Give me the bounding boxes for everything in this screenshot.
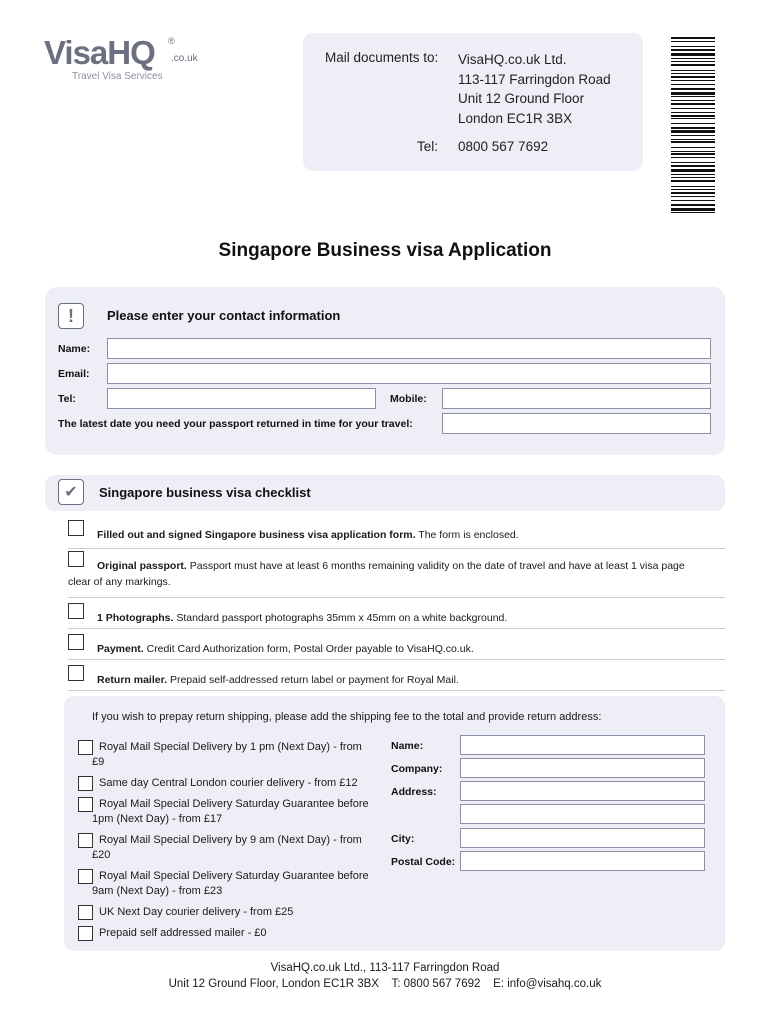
checklist-divider	[68, 659, 725, 660]
shipping-option-label-continued: £20	[92, 849, 111, 861]
shipping-option-checkbox[interactable]	[78, 869, 93, 884]
footer-line	[0, 960, 770, 976]
checklist-item-application-form	[97, 527, 519, 543]
shipping-option-checkbox[interactable]	[78, 833, 93, 848]
barcode	[671, 37, 715, 215]
shipping-option-label: Royal Mail Special Delivery Saturday Guarantee before	[99, 870, 369, 882]
checklist-item-text: Prepaid self-addressed return label or payment for Royal Mail.	[167, 674, 459, 686]
barcode-bar	[671, 61, 715, 62]
barcode-bar	[671, 189, 715, 190]
barcode-bar	[671, 200, 715, 201]
checklist-divider	[68, 597, 725, 598]
barcode-bar	[671, 92, 715, 95]
logo-tagline: Travel Visa Services	[72, 71, 163, 82]
barcode-bar	[671, 208, 715, 211]
barcode-bar	[671, 204, 715, 206]
checklist-checkbox-payment[interactable]	[68, 634, 84, 650]
barcode-bar	[671, 53, 715, 56]
shipping-option-label: Same day Central London courier delivery - from £12	[99, 777, 358, 789]
mail-address-line: London EC1R 3BX	[458, 110, 573, 126]
mail-tel: 0800 567 7692	[458, 139, 549, 154]
shipping-option-label: Royal Mail Special Delivery Saturday Guarantee before	[99, 798, 369, 810]
mail-address-line: Unit 12 Ground Floor	[458, 91, 585, 106]
latest-date-field[interactable]	[442, 413, 711, 434]
checklist-checkbox-photographs[interactable]	[68, 603, 84, 619]
barcode-bar	[671, 96, 715, 97]
return-address-field-2[interactable]	[460, 804, 705, 824]
checklist-item-passport	[97, 558, 685, 574]
tel-label: Tel:	[58, 393, 76, 405]
barcode-bar	[671, 165, 715, 167]
barcode-bar	[671, 139, 715, 140]
barcode-bar	[671, 115, 715, 117]
checklist-item-text: Passport must have at least 6 months remaining validity on the date of travel and have at least 1 visa page	[186, 560, 685, 572]
page-title: Singapore Business visa Application	[218, 240, 552, 261]
barcode-bar	[671, 100, 715, 101]
checklist-divider	[68, 690, 725, 691]
shipping-option-checkbox[interactable]	[78, 776, 93, 791]
checklist-divider	[68, 548, 725, 549]
footer-line	[0, 976, 770, 992]
barcode-bar	[671, 186, 715, 187]
barcode-bar	[671, 180, 715, 182]
return-address-label: Address:	[391, 786, 437, 798]
checklist-item-bold: 1 Photographs.	[97, 612, 174, 624]
contact-heading: Please enter your contact information	[107, 308, 341, 323]
checklist-checkbox-application-form[interactable]	[68, 520, 84, 536]
mail-address	[458, 50, 611, 128]
return-company-field[interactable]	[460, 758, 705, 778]
exclamation-icon: !	[58, 303, 84, 329]
checklist-divider	[68, 628, 725, 629]
mail-address-line: VisaHQ.co.uk Ltd.	[458, 52, 567, 67]
mail-documents-box	[303, 33, 643, 171]
return-city-field[interactable]	[460, 828, 705, 848]
barcode-bar	[671, 196, 715, 197]
barcode-bar	[671, 49, 715, 51]
barcode-bar	[671, 162, 715, 163]
shipping-option-label: Prepaid self addressed mailer - £0	[99, 927, 267, 939]
return-name-label: Name:	[391, 740, 424, 752]
checklist-item-bold: Original passport.	[97, 560, 187, 572]
tel-field[interactable]	[107, 388, 376, 409]
barcode-bar	[671, 123, 715, 124]
checklist-item-bold: Return mailer.	[97, 674, 168, 686]
checklist-item-bold: Filled out and signed Singapore business visa application form.	[97, 529, 416, 541]
shipping-option-label: Royal Mail Special Delivery by 9 am (Next Day) - from	[99, 834, 362, 846]
checklist-item-bold: Payment.	[97, 643, 144, 655]
barcode-bar	[671, 212, 715, 213]
barcode-bar	[671, 153, 715, 155]
shipping-option-label-continued: 1pm (Next Day) - from £17	[92, 813, 223, 825]
barcode-bar	[671, 174, 715, 175]
logo-domain: .co.uk	[171, 53, 198, 64]
latest-date-label: The latest date you need your passport returned in time for your travel:	[58, 418, 413, 430]
barcode-bar	[671, 84, 715, 85]
barcode-bar	[671, 80, 715, 81]
return-city-label: City:	[391, 833, 415, 845]
checkmark-icon: ✔	[58, 479, 84, 505]
return-address-field-1[interactable]	[460, 781, 705, 801]
barcode-bar	[671, 70, 715, 71]
barcode-bar	[671, 130, 715, 133]
mail-tel-label: Tel:	[417, 139, 439, 154]
shipping-option-label-continued: 9am (Next Day) - from £23	[92, 885, 223, 897]
mail-label: Mail documents to:	[325, 50, 439, 65]
shipping-option-label: Royal Mail Special Delivery by 1 pm (Next Day) - from	[99, 741, 362, 753]
checklist-item-text: Credit Card Authorization form, Postal Order payable to VisaHQ.co.uk.	[143, 643, 474, 655]
barcode-bar	[671, 169, 715, 172]
barcode-bar	[671, 103, 715, 105]
return-postal-label: Postal Code:	[391, 856, 456, 868]
email-label: Email:	[58, 368, 90, 380]
name-field[interactable]	[107, 338, 711, 359]
logo-registered-mark: ®	[168, 36, 175, 46]
barcode-bar	[671, 177, 715, 178]
footer-line-text: VisaHQ.co.uk Ltd., 113-117 Farringdon Road	[270, 962, 500, 974]
checklist-heading: Singapore business visa checklist	[99, 485, 311, 500]
shipping-option-checkbox[interactable]	[78, 797, 93, 812]
shipping-option-checkbox[interactable]	[78, 740, 93, 755]
checklist-item-passport-continued: clear of any markings.	[68, 576, 171, 588]
return-name-field[interactable]	[460, 735, 705, 755]
footer	[0, 960, 770, 992]
barcode-bar	[671, 135, 715, 136]
shipping-option-checkbox[interactable]	[78, 926, 93, 941]
barcode-bar	[671, 147, 715, 148]
checklist-item-return-mailer	[97, 672, 459, 688]
shipping-option-label: UK Next Day courier delivery - from £25	[99, 906, 294, 918]
footer-line-text: Unit 12 Ground Floor, London EC1R 3BX T: 0800 567 7692 E: info@visahq.co.uk	[168, 978, 602, 990]
barcode-bar	[671, 76, 715, 78]
shipping-option-label-continued: £9	[92, 756, 105, 768]
barcode-bar	[671, 157, 715, 158]
return-postal-field[interactable]	[460, 851, 705, 871]
checklist-item-payment	[97, 641, 474, 657]
email-field[interactable]	[107, 363, 711, 384]
barcode-bar	[671, 58, 715, 59]
checklist-checkbox-passport[interactable]	[68, 551, 84, 567]
visahq-logo	[44, 34, 214, 84]
shipping-option-checkbox[interactable]	[78, 905, 93, 920]
name-label: Name:	[58, 343, 91, 355]
mobile-label: Mobile:	[390, 393, 427, 405]
barcode-bar	[671, 73, 715, 74]
mail-address-line: 113-117 Farringdon Road	[458, 71, 611, 87]
barcode-bar	[671, 46, 715, 47]
barcode-bar	[671, 127, 715, 129]
logo-wordmark: VisaHQ	[44, 34, 155, 71]
barcode-bar	[671, 118, 715, 119]
barcode-bar	[671, 64, 715, 66]
checklist-item-text: Standard passport photographs 35mm x 45mm on a white background.	[173, 612, 508, 624]
shipping-intro: If you wish to prepay return shipping, please add the shipping fee to the total and provide return address:	[92, 711, 602, 723]
checklist-item-text: The form is enclosed.	[415, 529, 519, 541]
barcode-bar	[671, 112, 715, 113]
barcode-bar	[671, 108, 715, 109]
barcode-bar	[671, 192, 715, 194]
barcode-bar	[671, 37, 715, 39]
return-company-label: Company:	[391, 763, 443, 775]
mobile-field[interactable]	[442, 388, 711, 409]
barcode-bar	[671, 141, 715, 143]
barcode-bar	[671, 41, 715, 42]
barcode-bar	[671, 151, 715, 152]
barcode-bar	[671, 88, 715, 90]
checklist-item-photographs	[97, 610, 507, 626]
checklist-checkbox-return-mailer[interactable]	[68, 665, 84, 681]
